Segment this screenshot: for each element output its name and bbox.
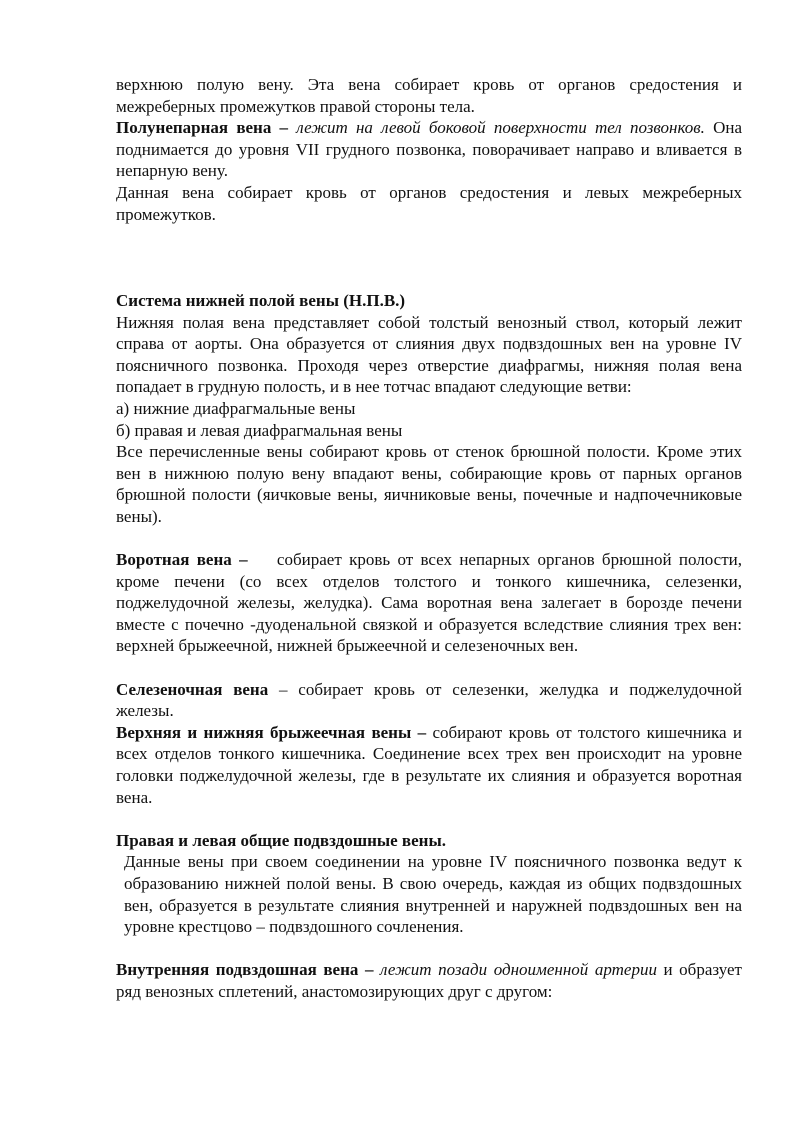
- list-item-b: б) правая и левая диафрагмальная вены: [116, 420, 403, 440]
- term-mesenteric-veins: Верхняя и нижняя брыжеечная вены –: [116, 722, 427, 742]
- paragraph-internal-iliac-body: и образует ряд венозных сплетений, анастомозирующих друг с другом:: [116, 960, 742, 1001]
- term-splenic-vein: Селезеночная вена: [116, 679, 269, 699]
- section-heading-ivc: Система нижней полой вены (Н.П.В.): [116, 290, 406, 310]
- spacer: [116, 527, 742, 549]
- spacer: [116, 938, 742, 960]
- paragraph-splenic-vein-body: – собирает кровь от селезенки, желудка и поджелудочной железы.: [116, 679, 742, 721]
- section-heading-iliac: Правая и левая общие подвздошные вены.: [116, 830, 446, 850]
- paragraph-hemiazygos-drainage: Данная вена собирает кровь от органов средостения и левых межреберных промежутков.: [116, 182, 742, 224]
- spacer: [116, 225, 742, 290]
- paragraph-hemiazygos-body: Она поднимается до уровня VII грудного позвонка, поворачивает направо и вливается в непарную вену.: [116, 118, 743, 181]
- paragraph-mesenteric-veins-body: собирают кровь от толстого кишечника и всех отделов тонкого кишечника. Соединение всех трех вен происходит на уровне головки поджелудочной железы, где в результате их слияния и образуется воротная вена.: [116, 722, 742, 807]
- spacer: [116, 657, 742, 679]
- paragraph-ivc: Нижняя полая вена представляет собой толстый венозный ствол, который лежит справа от аорты. Она образуется от слияния двух подвздошных вен на уровне IV поясничного позвонка. Проходя через отверстие диафрагмы, нижняя полая вена попадает в грудную полость, и в нее тотчас впадают следующие ветви:: [116, 312, 742, 397]
- paragraph-portal-vein-body: собирает кровь от всех непарных органов брюшной полости, кроме печени (со всех отделов толстого и тонкого кишечника, селезенки, поджелудочной железы, желудка). Сама воротная вена залегает в борозде печени вместе с почечно -дуоденальной связкой и образуется вследствие слияния трех вен: верхней брыжеечной, нижней брыжеечной и селезеночных вен.: [116, 550, 747, 656]
- paragraph-ivc-tributaries: Все перечисленные вены собирают кровь от стенок брюшной полости. Кроме этих вен в нижнюю полую вену впадают вены, собирающие кровь от парных органов брюшной полости (яичковые вены, яичниковые вены, почечные и надпочечниковые вены).: [116, 442, 742, 526]
- paragraph-mesenteric-veins: [116, 722, 742, 808]
- list-item-a: а) нижние диафрагмальные вены: [116, 398, 356, 418]
- term-hemiazygos-location: лежит на левой боковой поверхности тел позвонков.: [296, 118, 705, 138]
- paragraph-azygos-end: верхнюю полую вену. Эта вена собирает кровь от органов средостения и межреберных промежутков правой стороны тела.: [116, 75, 742, 116]
- paragraph-splenic-vein: [116, 679, 742, 722]
- term-hemiazygos: Полунепарная вена –: [116, 118, 297, 138]
- term-internal-iliac: Внутренняя подвздошная вена –: [116, 960, 374, 980]
- term-internal-iliac-location: лежит позади одноименной артерии: [373, 960, 657, 980]
- document-page: [116, 74, 747, 1003]
- paragraph-hemiazygos: [116, 117, 742, 182]
- paragraph-iliac: Данные вены при своем соединении на уровне IV поясничного позвонка ведут к образованию нижней полой вены. В свою очередь, каждая из общих подвздошных вен, образуется в результате слияния внутренней и наружней подвздошных вен на уровне крестцово – подвздошного сочленения.: [124, 852, 742, 937]
- paragraph-portal-vein: [116, 549, 747, 657]
- term-portal-vein: Воротная вена –: [116, 550, 248, 570]
- spacer: [116, 808, 742, 830]
- paragraph-internal-iliac: [116, 959, 742, 1002]
